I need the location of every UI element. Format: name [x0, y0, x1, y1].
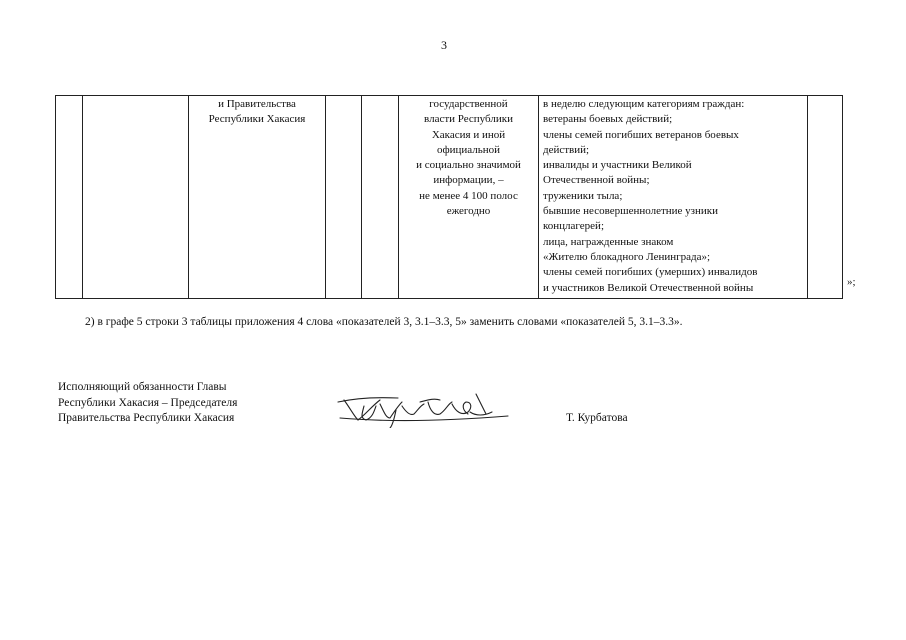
text-line: бывшие несовершеннолетние узники	[543, 205, 719, 218]
text-line: лица, награжденные знаком	[543, 235, 674, 248]
text-line: члены семей погибших ветеранов боевых	[543, 128, 739, 141]
table-cell-8	[808, 96, 843, 299]
text-line: «Жителю блокадного Ленинграда»;	[543, 250, 711, 263]
text-line: и участников Великой Отечественной войны	[543, 281, 754, 294]
signer-name: Т. Курбатова	[566, 412, 628, 424]
text-line: в неделю следующим категориям граждан:	[543, 98, 745, 110]
text-line: концлагерей;	[543, 220, 605, 233]
table-cell-5	[362, 96, 399, 299]
text-line: члены семей погибших (умерших) инвалидов	[543, 266, 758, 279]
signatory-title-line: Республики Хакасия – Председателя	[58, 396, 238, 409]
amendment-paragraph: 2) в графе 5 строки 3 таблицы приложения 4 слова «показателей 3, 3.1–3.3, 5» заменить словами «показателей 5, 3.1–3.3».	[85, 316, 683, 328]
table-cell-4	[326, 96, 362, 299]
closing-quote-mark: »;	[847, 276, 856, 288]
handwritten-signature	[336, 388, 514, 428]
indicator-text	[399, 96, 538, 219]
signatory-title-line: Правительства Республики Хакасия	[58, 412, 235, 424]
table-row	[56, 96, 843, 299]
text-line: Отечественной войны;	[543, 174, 650, 187]
text-line: Хакасия и иной	[431, 128, 506, 141]
document-table	[55, 95, 843, 299]
text-line: Республики Хакасия	[208, 113, 306, 126]
table-cell-executor	[189, 96, 326, 299]
text-line: информации, –	[433, 174, 504, 187]
text-line: ежегодно	[446, 205, 491, 218]
table-cell-categories	[539, 96, 808, 299]
categories-text	[539, 96, 807, 296]
text-line: официальной	[436, 143, 501, 156]
table-cell-2	[83, 96, 189, 299]
text-line: не менее 4 100 полос	[419, 189, 518, 202]
signatory-title	[58, 380, 237, 427]
text-line: труженики тыла;	[543, 189, 623, 202]
text-line: и Правительства	[218, 98, 296, 110]
text-line: государственной	[429, 98, 508, 110]
table-cell-indicator	[399, 96, 539, 299]
signatory-title-line: Исполняющий обязанности Главы	[58, 381, 227, 393]
text-line: и социально значимой	[416, 159, 521, 172]
page-number: 3	[441, 38, 447, 52]
executor-text	[189, 96, 325, 128]
table-cell-1	[56, 96, 83, 299]
text-line: действий;	[543, 143, 590, 156]
text-line: инвалиды и участники Великой	[543, 159, 692, 172]
text-line: ветераны боевых действий;	[543, 113, 673, 126]
text-line: власти Республики	[424, 113, 513, 126]
